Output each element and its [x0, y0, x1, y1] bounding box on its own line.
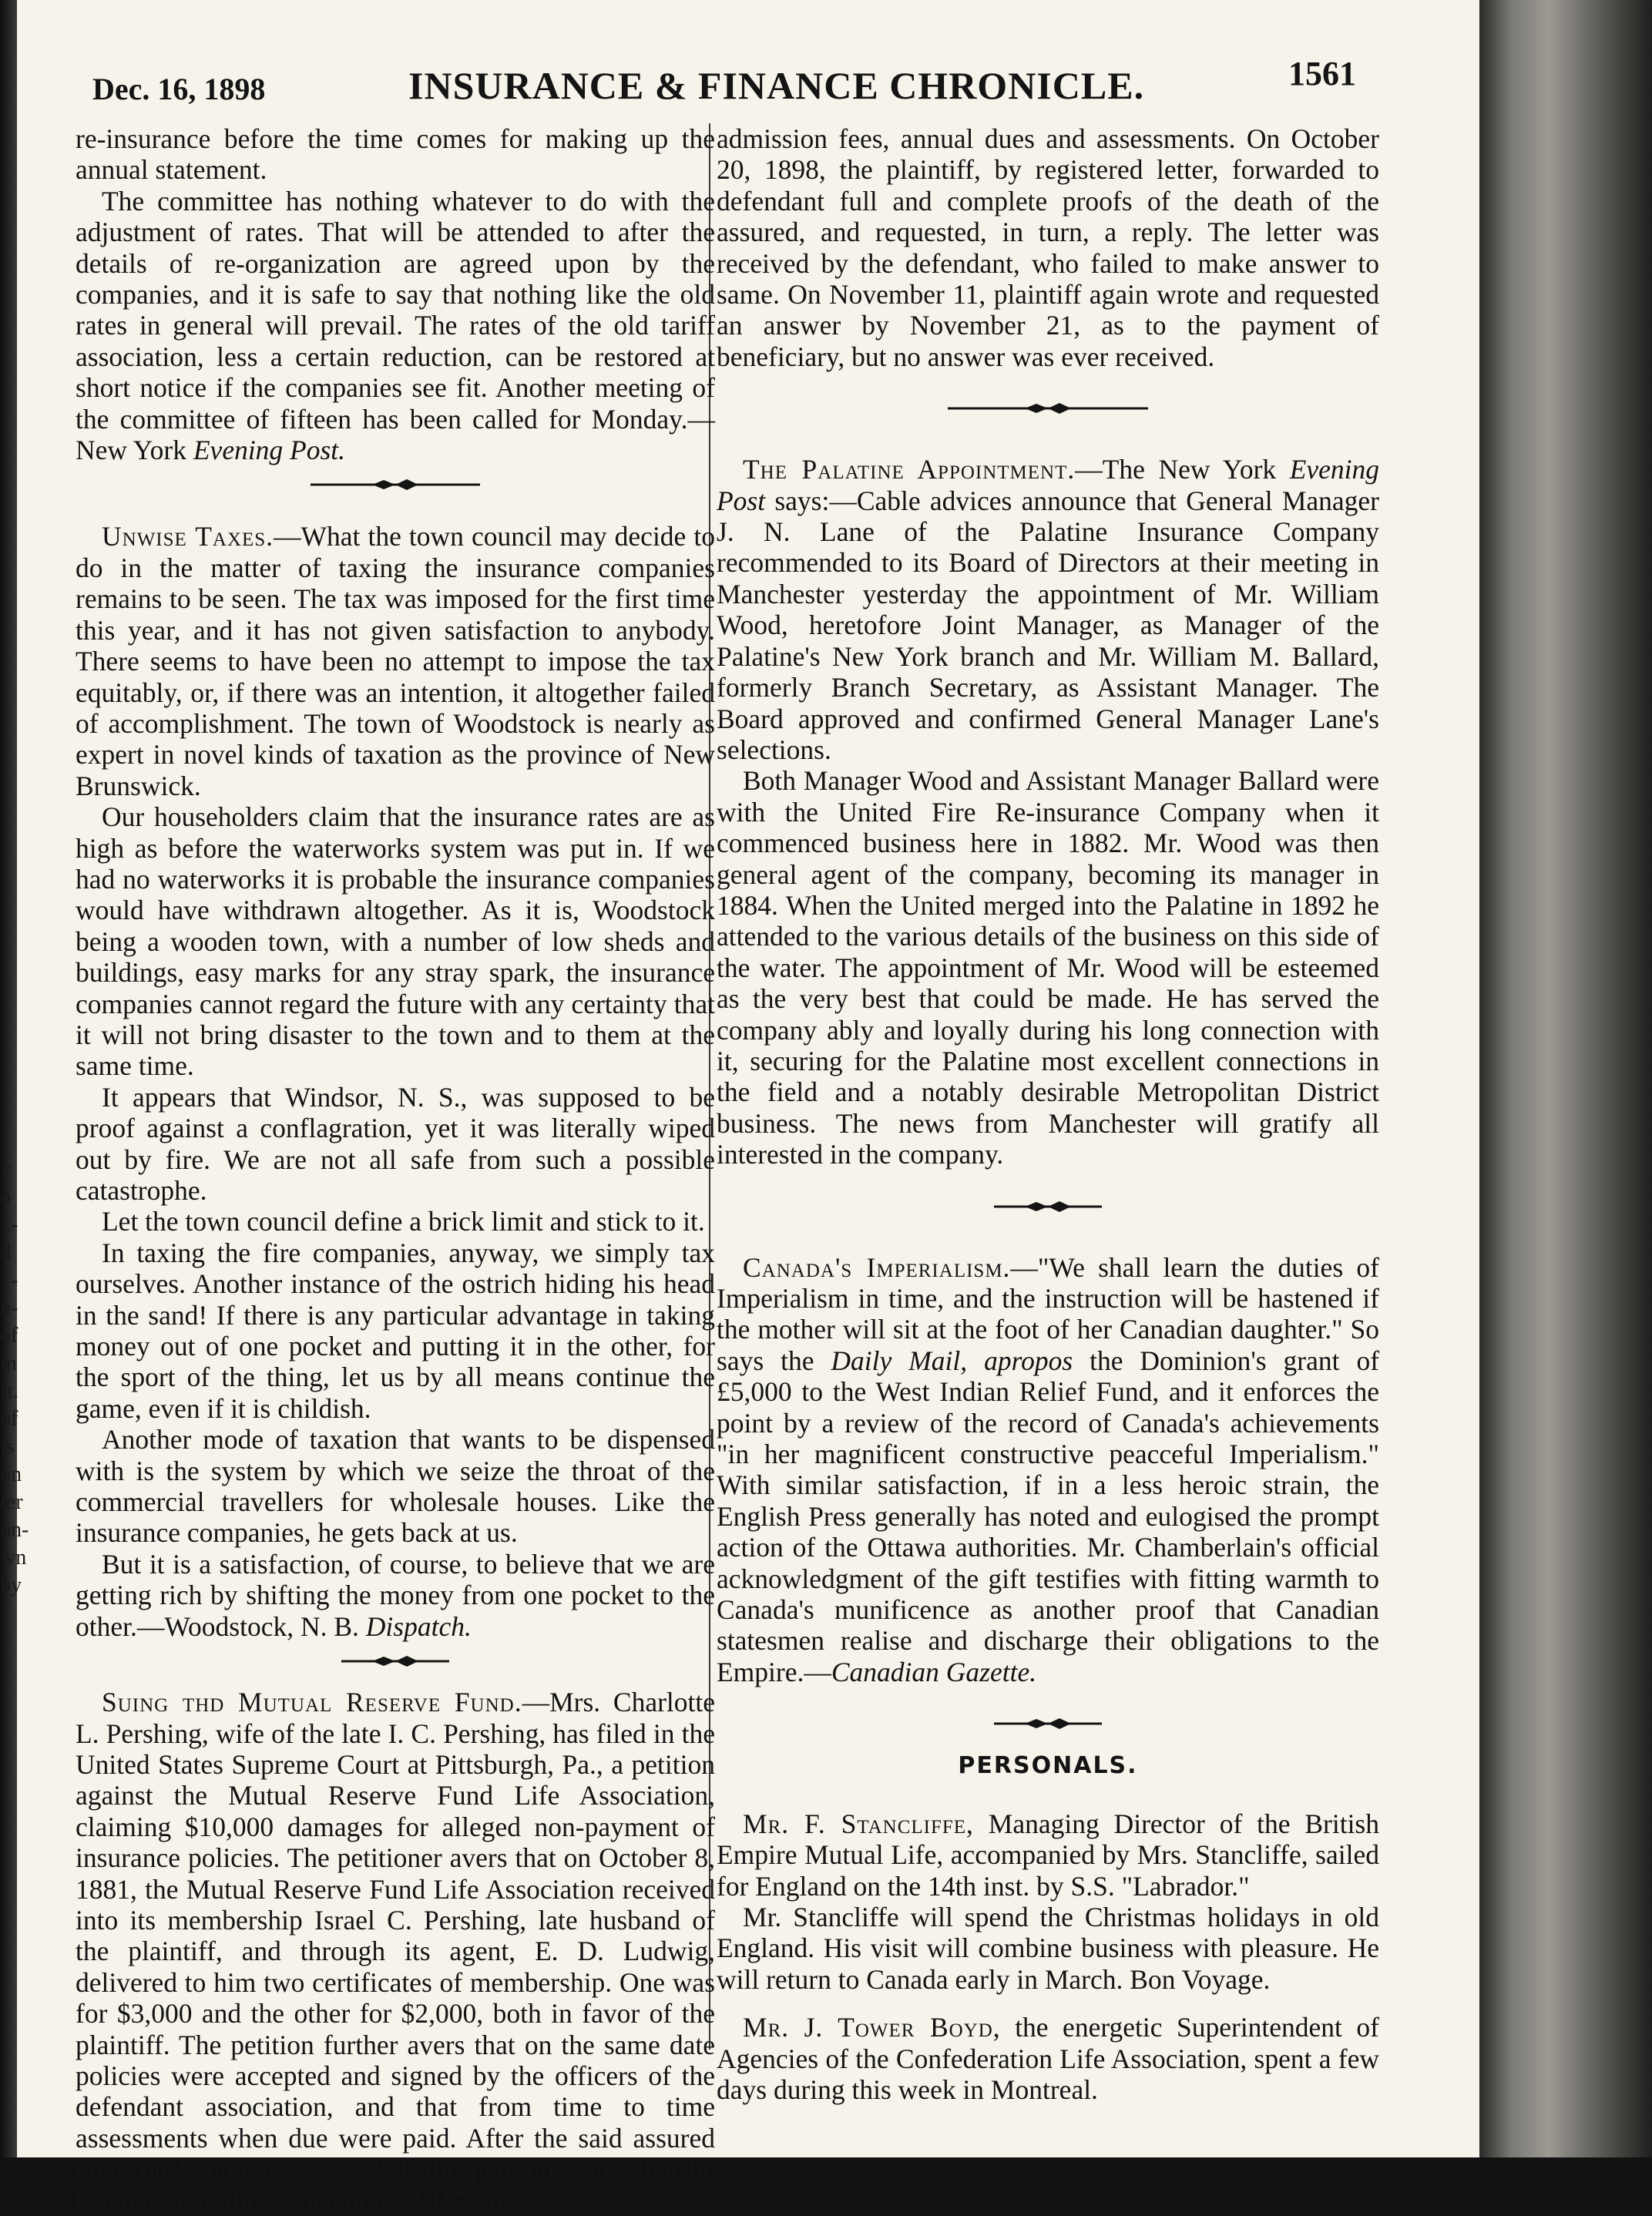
personal-item: Mr. F. Stancliffe, Managing Director of the British Empire Mutual Life, accompanied by Mrs. Stancliffe, sailed for England on the 14th inst. by S.S. "Labrador.": [717, 1808, 1379, 1902]
person-name: Mr. J. Tower Boyd,: [743, 2012, 1001, 2043]
margin-fragment: on: [0, 1462, 22, 1486]
article-paragraph: It appears that Windsor, N. S., was supposed to be proof against a conflagration, yet it was literally wiped out by fire. We are not all safe from such a possible catastrophe.: [76, 1081, 715, 1206]
ornament-divider: [76, 465, 715, 504]
margin-fragment: 1-: [0, 1213, 18, 1237]
margin-fragment: is: [0, 1435, 15, 1459]
article-paragraph: Canada's Imperialism.—"We shall learn the duties of Imperialism in time, and the instruction will be hastened if the mother will sit at the foot of her Canadian daughter." So says the Daily Mail, apropos the Dominion's grant of £5,000 to the West Indian Relief Fund, and it enforces the point by a review of the record of Canada's achievements "in her magnificent constructive peacceful Imperialism." With similar satisfaction, if in a less heroic strain, the English Press generally has noted and eulogised the prompt action of the Ottawa authorities. Mr. Chamberlain's official acknowledgment of the gift testifies with fitting warmth to Canada's munificence as another proof that Canadian statesmen realise and discharge their obligations to the Empire.—Canadian Gazette.: [717, 1251, 1380, 1687]
article-heading: Unwise Taxes.: [102, 521, 274, 552]
margin-fragment: by: [0, 1573, 22, 1597]
source-citation: Evening Post: [717, 454, 1379, 516]
article-paragraph: The Palatine Appointment.—The New York Evening Post says:—Cable advices announce that General Manager J. N. Lane of the Palatine Insurance Company recommended to its Board of Directors at their meeting in Manchester yesterday the appointment of Mr. William Wood, heretofore Joint Manager, as Manager of the Palatine's New York branch and Mr. William M. Ballard, formerly Branch Secretary, as Assistant Manager. The Board approved and confirmed General Manager Lane's selections.: [717, 454, 1379, 765]
margin-fragment: in: [0, 1351, 17, 1375]
section-heading-personals: PERSONALS.: [958, 1752, 1138, 1780]
article-paragraph: Another mode of taxation that wants to be dispensed with is the system by which we seize the throat of the commercial travellers for wholesale houses. Like the insurance companies, he gets back at us.: [76, 1424, 715, 1549]
article-heading: Canada's Imperialism.: [743, 1251, 1011, 1283]
ornament-divider: [717, 1704, 1379, 1743]
article-paragraph: Our householders claim that the insurance rates are as high as before the waterworks system was put in. If we had no waterworks it is probable the insurance companies would have withdrawn altogether. As it is, Woodstock being a wooden town, with a number of low sheds and buildings, easy marks for any stray spark, the insurance companies cannot regard the future with any certainty that it will not bring disaster to the town and to them at the same time.: [76, 801, 715, 1082]
margin-fragment: d: [0, 1241, 11, 1264]
margin-fragment: on-: [0, 1518, 29, 1542]
newspaper-name: Daily Mail, apropos: [831, 1345, 1073, 1376]
adjacent-page-fragments: [0, 1156, 32, 1600]
continued-paragraph: admission fees, annual dues and assessments. On October 20, 1898, the plaintiff, by registered letter, forwarded to defendant full and complete proofs of the death of the assured, and requested, in turn, a reply. The letter was received by the defendant, who failed to make answer to same. On November 11, plaintiff again wrote and requested an answer by November 21, as to the payment of beneficiary, but no answer was ever received.: [717, 123, 1379, 372]
margin-fragment: n-: [0, 1296, 18, 1320]
personal-item: Mr. J. Tower Boyd, the energetic Superintendent of Agencies of the Confederation Life Association, spent a few days during this week in Montreal.: [717, 2012, 1379, 2105]
issue-date: Dec. 16, 1898: [92, 72, 266, 106]
margin-fragment: 1-: [0, 1268, 18, 1292]
margin-fragment: of: [0, 1324, 18, 1348]
margin-fragment: o: [0, 1185, 11, 1209]
article-paragraph: Both Manager Wood and Assistant Manager Ballard were with the United Fire Re-insurance Company when it commenced business here in 1882. Mr. Wood was then general agent of the company, becoming its manager in 1884. When the United merged into the Palatine in 1892 he attended to the various details of the business on this side of the water. The appointment of Mr. Wood will be esteemed as the very best that could be made. He has served the company ably and loyally during his long connection with it, securing for the Palatine most excellent connections in the field and a notably desirable Metropolitan District business. The news from Manchester will gratify all interested in the company.: [717, 765, 1379, 1170]
article-paragraph: Unwise Taxes.—What the town council may decide to do in the matter of taxing the insurance companies remains to be seen. The tax was imposed for the first time this year, and it has not given satisfaction to anybody. There seems to have been no attempt to impose the tax equitably, or, if there was an intention, it altogether failed of accomplishment. The town of Woodstock is nearly as expert in novel kinds of taxation as the province of New Brunswick.: [76, 521, 715, 801]
source-citation: Dispatch.: [365, 1610, 472, 1642]
publication-title: INSURANCE & FINANCE CHRONICLE.: [408, 64, 1145, 107]
running-header: [85, 54, 1356, 109]
margin-fragment: of: [0, 1407, 18, 1431]
margin-fragment: wn: [0, 1546, 27, 1570]
margin-fragment: ter: [0, 1490, 23, 1514]
page-number: 1561: [1288, 55, 1356, 92]
source-citation: Evening Post.: [193, 435, 346, 466]
ornament-divider: [717, 1187, 1379, 1226]
person-name: Mr. F. Stancliffe,: [743, 1808, 974, 1839]
ornament-divider: [76, 1642, 715, 1680]
margin-fragment: rt.: [0, 1379, 19, 1403]
article-paragraph: The committee has nothing whatever to do with the adjustment of rates. That will be attended to after the details of re-organization are agreed upon by the companies, and it is safe to say that nothing like the old rates in general will prevail. The rates of the old tariff association, less a certain reduction, can be restored at short notice if the companies see fit. Another meeting of the committee of fifteen has been called for Monday.—New York Evening Post.: [76, 185, 715, 466]
article-paragraph: But it is a satisfaction, of course, to believe that we are getting rich by shifting the money from one pocket to the other.—Woodstock, N. B. Dispatch.: [76, 1548, 715, 1642]
article-paragraph: In taxing the fire companies, anyway, we simply tax ourselves. Another instance of the ostrich hiding his head in the sand! If there is any particular advantage in taking money out of one pocket and putting it in the other, for the sport of the thing, let us by all means continue the game, even if it is childish.: [76, 1237, 715, 1424]
article-heading: The Palatine Appointment.: [743, 454, 1076, 485]
personal-item: Mr. Stancliffe will spend the Christmas holidays in old England. His visit will combine business with pleasure. He will return to Canada early in March. Bon Voyage.: [717, 1901, 1379, 1995]
article-paragraph: Suing thd Mutual Reserve Fund.—Mrs. Charlotte L. Pershing, wife of the late I. C. Pershing, has filed in the United States Supreme Court at Pittsburgh, Pa., a petition against the Mutual Reserve Fund Life Association, claiming $10,000 damages for alleged non-payment of insurance policies. The petitioner avers that on October 8, 1881, the Mutual Reserve Fund Life Association received into its membership Israel C. Pershing, late husband of the plaintiff, and through its agent, E. D. Ludwig, delivered to him two certificates of membership. One was for $3,000 and the other for $2,000, both in favor of the plaintiff. The petition further avers that on the same date policies were accepted and signed by the officers of the defendant association, and that from time to time assessments when due were paid. After the said assured died, on September 12, 1898, the petition states that he had paid into the association $2,117, in: [76, 1687, 715, 2216]
book-gutter-shadow: [1479, 0, 1652, 2157]
source-citation: Canadian Gazette.: [831, 1656, 1037, 1687]
right-column: [717, 123, 1379, 2105]
article-paragraph: Let the town council define a brick limit and stick to it.: [102, 1206, 705, 1237]
ornament-divider: [717, 389, 1379, 428]
margin-fragment: y: [0, 1157, 11, 1181]
left-column: [76, 123, 715, 2216]
continued-paragraph: re-insurance before the time comes for making up the annual statement.: [76, 123, 715, 186]
article-heading: Suing thd Mutual Reserve Fund.: [102, 1687, 522, 1718]
adjacent-page-edge: [0, 0, 17, 2157]
